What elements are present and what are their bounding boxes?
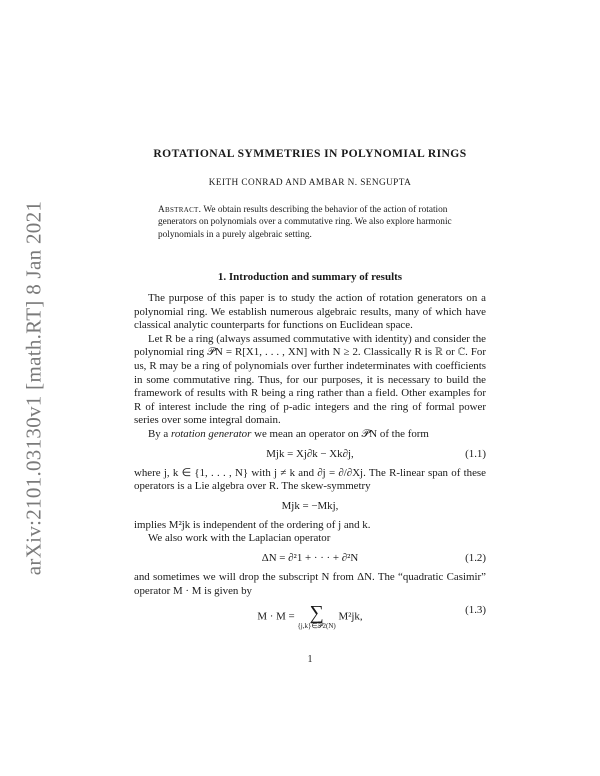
equation-1-3-number: (1.3) [465, 604, 486, 617]
paragraph-casimir: and sometimes we will drop the subscript N from ΔN. The “quadratic Casimir” operator M · M is given by [134, 570, 486, 597]
equation-1-1 [134, 445, 486, 465]
summation [297, 604, 335, 630]
equation-1-1-number: (1.1) [465, 447, 486, 460]
abstract-text: We obtain results describing the behavior of the action of rotation generators on polynomials over a commutative ring. We also explore harmonic polynomials in a purely algebraic setting. [158, 205, 452, 240]
equation-1-3-body [134, 604, 486, 630]
summation-symbol: ∑ [309, 602, 324, 625]
abstract-heading: Abstract. [158, 205, 202, 215]
equation-1-3-rhs: M²jk, [338, 610, 363, 623]
arxiv-identifier: arXiv:2101.03130v1 [math.RT] 8 Jan 2021 [21, 200, 46, 576]
p3-end: we mean an operator on 𝒫N of the form [251, 427, 429, 440]
paragraph-purpose: The purpose of this paper is to study the action of rotation generators on a polynomial ring. We establish numerous algebraic results, many of which have classical analytic counterparts for functions on Euclidean space. [134, 292, 486, 332]
paper-title: ROTATIONAL SYMMETRIES IN POLYNOMIAL RINGS [153, 147, 467, 160]
paragraph-laplacian: We also work with the Laplacian operator [148, 532, 331, 545]
equation-1-3 [134, 601, 486, 635]
paper-authors: KEITH CONRAD AND AMBAR N. SENGUPTA [208, 178, 412, 188]
page-number: 1 [307, 654, 313, 665]
equation-1-3-lhs: M · M = [257, 610, 295, 623]
p3-start: By a [148, 427, 171, 440]
equation-skew-body: Mjk = −Mkj, [281, 499, 339, 512]
equation-1-1-body: Mjk = Xj∂k − Xk∂j, [266, 447, 354, 460]
summation-index: {j,k}∈𝒫2(N) [297, 622, 336, 631]
equation-1-2 [134, 549, 486, 569]
paragraph-rotation-generator [134, 428, 486, 442]
equation-1-2-number: (1.2) [465, 551, 486, 564]
body-text [134, 292, 486, 637]
equation-skew [134, 497, 486, 517]
paragraph-implies: implies M²jk is independent of the ordering of j and k. [134, 518, 371, 531]
paragraph-lie-algebra: where j, k ∈ {1, . . . , N} with j ≠ k and ∂j = ∂/∂Xj. The R-linear span of these operators is a Lie algebra over R. The skew-symmetry [134, 466, 486, 493]
abstract [158, 204, 468, 241]
term-rotation-generator: rotation generator [171, 427, 252, 440]
section-heading: 1. Introduction and summary of results [217, 271, 403, 283]
equation-1-2-body: ΔN = ∂²1 + · · · + ∂²N [261, 551, 359, 564]
paragraph-ring: Let R be a ring (always assumed commutative with identity) and consider the polynomial ring 𝒫N = R[X1, . . . , XN] with N ≥ 2. Classically R is ℝ or ℂ. For us, R may be a ring of polynomials over further indeterminates with coefficients in some commutative ring. Thus, for our purposes, it is necessary to build the framework of results with R being a ring rather than a field. Other examples for R of interest include the ring of p-adic integers and the ring of formal power series over some integral domain. [134, 332, 486, 427]
